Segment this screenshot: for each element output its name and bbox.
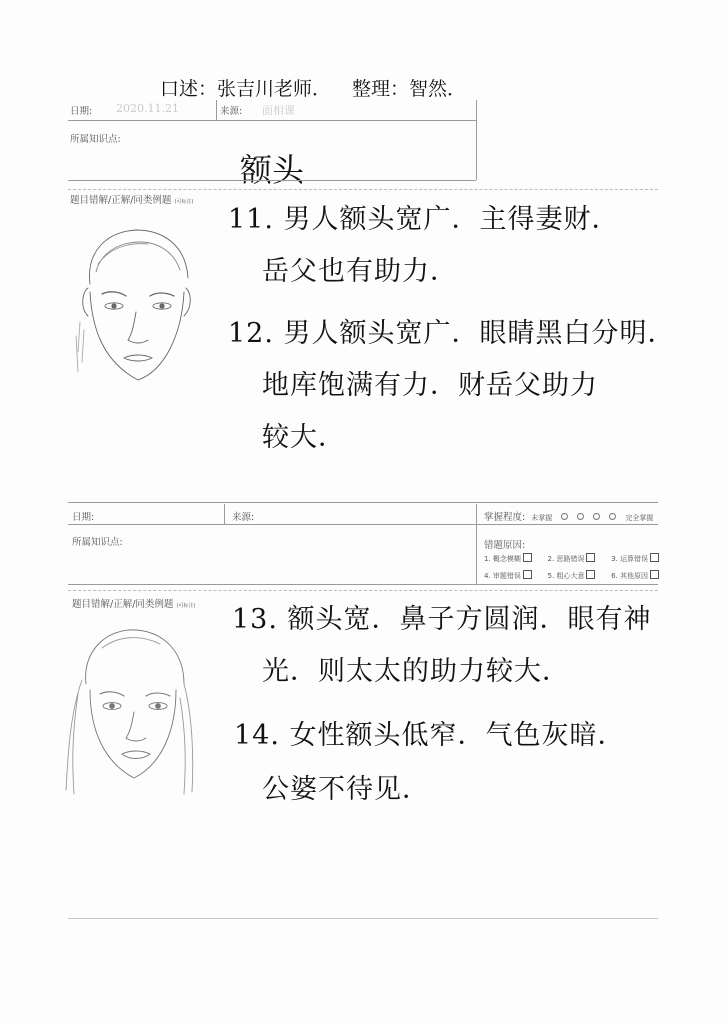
card2-mastery	[484, 509, 653, 523]
card2-entry-14-cont: 公婆不待见．	[262, 774, 430, 805]
error-reason-label: 1. 概念模糊	[484, 555, 521, 563]
card1-section-label	[70, 192, 193, 206]
card2-error-reasons	[484, 553, 659, 581]
card2-mastery-label: 掌握程度:	[484, 512, 526, 523]
card1-source-value: 面相课	[262, 104, 295, 117]
card1-knowledge-label: 所属知识点:	[70, 134, 121, 145]
error-reason-checkbox[interactable]	[650, 553, 659, 562]
error-reason-item[interactable]	[484, 553, 532, 564]
card2-knowledge-rule	[68, 584, 658, 585]
error-reason-item[interactable]	[548, 553, 596, 564]
card2-section-text: 题目错解/正解/同类例题	[72, 599, 174, 610]
header-organized: 整理：智然．	[352, 78, 467, 100]
error-reason-checkbox[interactable]	[586, 553, 595, 562]
card2-entry-13-cont: 光．则太太的助力较大．	[262, 656, 570, 687]
card2-top-border	[68, 502, 658, 503]
card1-section-text: 题目错解/正解/同类例题	[70, 195, 172, 206]
card1-date-value: 2020.11.21	[116, 102, 179, 115]
card2-entry-14: 14. 女性额头低窄．气色灰暗．	[234, 720, 626, 751]
card2-source-label: 来源:	[232, 512, 255, 523]
male-face-sketch	[58, 212, 208, 412]
error-reason-item[interactable]	[548, 570, 596, 581]
header-dictated: 口述：张吉川老师．	[160, 78, 332, 100]
mastery-radio-3[interactable]	[593, 513, 600, 520]
error-reason-item[interactable]	[611, 553, 659, 564]
card1-entry-12-cont: 地库饱满有力．财岳父助力	[262, 370, 598, 401]
card1-top-rule	[68, 120, 476, 121]
card2-entry-13: 13. 额头宽．鼻子方圆润．眼有神	[232, 604, 652, 635]
card1-entry-11-cont: 岳父也有助力．	[262, 256, 458, 287]
card2-section-label	[72, 596, 195, 610]
card1-knowledge-value: 额头	[240, 151, 305, 189]
error-reason-item[interactable]	[484, 570, 532, 581]
card2-dashed-rule	[68, 590, 658, 591]
error-reason-checkbox[interactable]	[523, 570, 532, 579]
card2-date-divider	[224, 504, 225, 524]
card2-date-label: 日期:	[72, 512, 95, 523]
card1-entry-12: 12. 男人额头宽广．眼睛黑白分明．	[228, 318, 676, 349]
card2-error-reason-label: 错题原因:	[484, 540, 526, 551]
card1-date-label: 日期:	[70, 106, 93, 117]
mastery-radio-4[interactable]	[609, 513, 616, 520]
card2-date-rule	[68, 524, 658, 525]
error-reason-item[interactable]	[611, 570, 659, 581]
card1-entry-12-cont2: 较大．	[262, 422, 346, 453]
error-reason-label: 4. 审题错误	[484, 572, 521, 580]
card1-source-label: 来源:	[220, 106, 243, 117]
card2-knowledge-label: 所属知识点:	[72, 537, 123, 548]
card1-dashed-rule	[68, 189, 658, 190]
error-reason-label: 6. 其他原因	[611, 572, 648, 580]
error-reason-checkbox[interactable]	[586, 570, 595, 579]
mastery-radio-2[interactable]	[577, 513, 584, 520]
card2-mastery-divider	[476, 504, 477, 584]
female-face-sketch	[52, 614, 202, 814]
error-reason-checkbox[interactable]	[650, 570, 659, 579]
card2-bottom-rule	[68, 918, 658, 919]
error-reason-label: 5. 粗心大意	[547, 572, 585, 580]
card1-right-border	[476, 100, 477, 180]
card2-section-small: (可标注)	[176, 603, 196, 609]
card2-mastery-high: 完全掌握	[625, 514, 654, 522]
card1-section-small: (可标注)	[174, 199, 194, 205]
card1-entry-11: 11. 男人额头宽广．主得妻财．	[228, 204, 620, 235]
mastery-radio-1[interactable]	[561, 513, 568, 520]
error-reason-label: 2. 思路错误	[547, 555, 585, 563]
error-reason-checkbox[interactable]	[523, 553, 532, 562]
error-reason-label: 3. 运算错误	[611, 555, 648, 563]
card1-knowledge-rule	[68, 180, 476, 181]
card1-date-divider	[216, 100, 217, 120]
card2-mastery-low: 未掌握	[531, 514, 553, 522]
